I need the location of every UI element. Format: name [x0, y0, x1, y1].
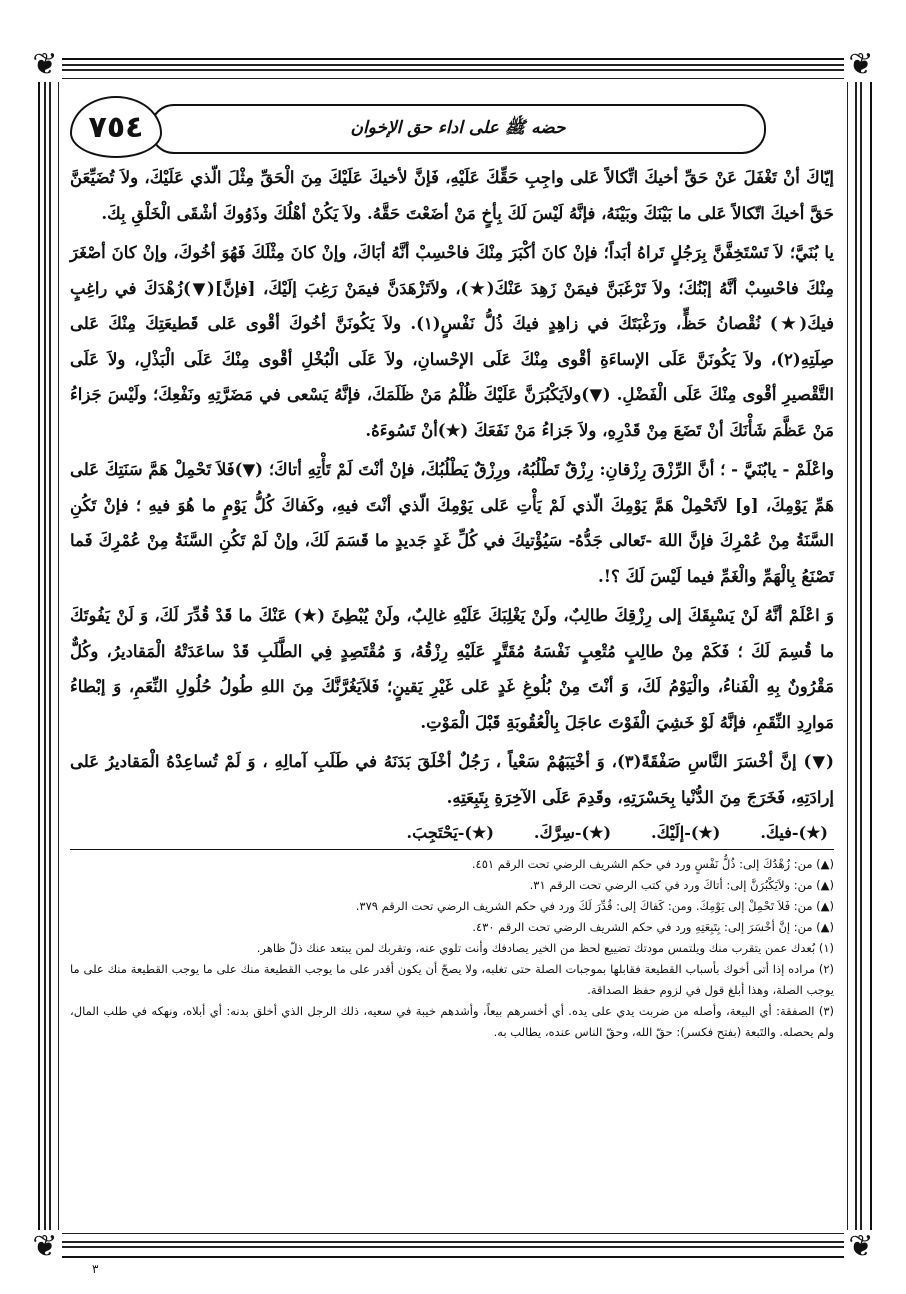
main-text [70, 160, 834, 1043]
footnote: (▲) من: إنَّ أخْسَرَ إلى: بِتَبِعَتِهِ ورد في حكم الشريف الرضي تحت الرقم ٤٣٠. [472, 920, 834, 934]
footnote: (▲) من: زُهْدُكَ إلى: ذُلُّ نَفْسٍ ورد في حكم الشريف الرضي تحت الرقم ٤٥١. [471, 857, 834, 871]
paragraph-text: إيّاكَ أنْ تَغْفَلَ عَنْ حَقِّ أخيكَ اتِّكالاً عَلى واجِبِ حَقِّكَ عَلَيْهِ، فَإنَّ لأخيكَ عَلَيْكَ مِنَ الْحَقِّ مِثْلَ الّذي عَلَيْكَ، ولاَ تُضَيِّعَنَّ حَقَّ أخيكَ اتّكالاً عَلى ما بَيْنَكَ وبَيْنَهُ، فإنَّهُ لَيْسَ لَكَ بِأخٍ مَنْ أضَعْتَ حَقَّهُ. ولاَ يَكُنْ أهْلُكَ وذَوُوكَ أشْقَى الْخَلْقِ بِكَ. [70, 168, 834, 223]
footnotes [70, 854, 834, 1043]
paragraph-text: يا بُنَيَّ؛ لاَ تَسْتَخِفَّنَّ بِرَجُلٍ تَراهُ أبَداً؛ فإنْ كانَ أكْبَرَ مِنْكَ فاحْسِبْ أنَّهُ أبَاكَ، وإنْ كانَ مِثْلَكَ فَهُوَ أخُوكَ، وإنْ كانَ أصْغَرَ مِنْكَ فاحْسِبْ أنَّهُ إبْنُكَ؛ ولاَ تَرْغَبَنَّ فيمَنْ زَهِدَ عَنْكَ(★)، ولاَتَزْهَدَنَّ فيمَنْ رَغِبَ إلَيْكَ، [فإنَّ](▼)زُهْدَكَ في راغِبٍ فيكَ(★) نُقْصانُ حَظٍّ، ورَغْبَتَكَ في زاهِدٍ فيكَ ذُلُّ نَفْسٍ(١). ولاَ يَكُونَنَّ أخُوكَ أقْوى عَلى قَطيعَتِكَ مِنْكَ عَلى صِلَتِهِ(٢)، ولاَ يَكُونَنَّ عَلَى الإساءَةِ أقْوى مِنْكَ عَلَى الإحْسانِ، ولاَ عَلَى الْبُخْلِ أقْوى مِنْكَ عَلَى الْبَذْلِ، ولاَ عَلَى التَّقْصيرِ أقْوى مِنْكَ عَلَى الْفَضْلِ. (▼)ولاَيَكْبُرَنَّ عَلَيْكَ ظُلْمُ مَنْ ظَلَمَكَ، فإنَّهُ يَسْعى في مَضَرَّتِهِ ونَفْعِكَ؛ ولَيْسَ جَزاءُ مَنْ عَظَّمَ شَأْنَكَ أنْ تَضَعَ مِنْ قَدْرِهِ، ولاَ جَزاءُ مَنْ نَفَعَكَ (★)أنْ تَسُوءَهُ. [70, 243, 834, 440]
chapter-header [150, 104, 766, 154]
paragraph [70, 744, 834, 815]
footnote: (▲) من: ولاَيَكْبُرَنَّ إلى: أتاكَ ورد في كتب الرضي تحت الرقم ٣١. [529, 878, 834, 892]
corner-ornament-icon: ❦ [28, 1230, 62, 1264]
variant-reading: (★)-فيكَ. [760, 823, 828, 842]
footnote: (٢) مراده إذا أتى أخوك بأسباب القطيعة فقابلها بموجبات الصلة حتى تغلبه، ولا يصحّ أن يكون أقدر على ما يوجب القطيعة منك على ما يوجب القطيعة منك على ما يوجب الصلة، وهذا أبلغ قول في لزوم حفظ الصداقة. [70, 962, 834, 997]
paragraph-text: وَ اعْلَمْ أنَّهُ لَنْ يَسْبِقَكَ إلى رِزْقِكَ طالِبٌ، ولَنْ يَغْلِبَكَ عَلَيْهِ غالِبٌ، ولَنْ يُبْطِئَ (★) عَنْكَ ما قَدْ قُدِّرَ لَكَ، وَ لَنْ يَفُوتَكَ ما قُسِمَ لَكَ ؛ فَكَمْ مِنْ طالِبٍ مُتْعِبٍ نَفْسَهُ مُقَتَّرٍ عَلَيْهِ رِزْقُهُ، وَ مُقْتَصِدٍ فِي الطَّلَبِ قَدْ ساعَدَتْهُ الْمَقاديرُ، وكُلٌّ مَقْرُونٌ بِهِ الْفَناءُ، والْيَوْمُ لَكَ، وَ أنْتَ مِنْ بُلُوغِ غَدٍ عَلى غَيْرِ يَقينٍ؛ فَلاَيَغُرَّنَّكَ مِنَ اللهِ طُولُ حُلُولِ النِّعَمِ، وَ إبْطاءُ مَوارِدِ النِّقَمِ، فإنَّهُ لَوْ خَشِيَ الْفَوْتَ عاجَلَ بِالْعُقُوبَةِ قَبْلَ الْمَوْتِ. [70, 606, 834, 732]
chapter-title: حضه ﷺ على اداء حق الإخوان [350, 117, 566, 138]
variant-reading: (★)-إلَيْكَ. [651, 823, 721, 842]
paragraph [70, 235, 834, 448]
footnote: (▲) من: فَلاَ تَحْمِلْ إلى يَوْمِكَ. ومن: كَفاكَ إلى: قُدِّرَ لَكَ ورد في حكم الشريف الرضي تحت الرقم ٣٧٩. [355, 899, 834, 913]
corner-ornament-icon: ❦ [844, 1230, 878, 1264]
footer-mark: ٣ [92, 1262, 99, 1276]
variant-reading: (★)-سِرَّكَ. [533, 823, 612, 842]
variant-readings [70, 819, 834, 847]
paragraph-text: (▼) إنَّ أخْسَرَ النَّاسِ صَفْقَةً(٣)، وَ أخْيَبَهُمْ سَعْياً ، رَجُلٌ أخْلَقَ بَدَنَهُ في طَلَبِ آمالِهِ ، وَ لَمْ تُساعِدْهُ الْمَقاديرُ عَلى إرادَتِهِ، فَخَرَجَ مِنَ الدُّنْيا بِحَسْرَتِهِ، وقَدِمَ عَلَى الآخِرَةِ بِتَبِعَتِهِ. [70, 752, 834, 807]
paragraph [70, 452, 834, 594]
corner-ornament-icon: ❦ [28, 48, 62, 82]
page-number: ٧٥٤ [70, 96, 162, 158]
footnote: (١) بُعدك عمن يتقرب منك ويلتمس مودتك تضييع لحظ من الخير يصادفك وأنت تلوي عنه، وتقربك لمن يبتعد عنك ذلّ ظاهر. [256, 941, 834, 955]
paragraph [70, 160, 834, 231]
footnote-divider [70, 849, 834, 850]
paragraph-text: واعْلَمْ - يابُنَيَّ - ؛ أنَّ الرِّزْقَ رِزْقانِ: رِزْقٌ تَطْلُبُهُ، ورِزْقٌ يَطْلُبُكَ، فإنْ أنْتَ لَمْ تَأْتِهِ أتاكَ؛ (▼)فَلاَ تَحْمِلْ هَمَّ سَنَتِكَ عَلى هَمِّ يَوْمِكَ، [و] لاَتَحْمِلْ هَمَّ يَوْمِكَ الّذي لَمْ يَأْتِ عَلى يَوْمِكَ الّذي أنْتَ فيهِ، وكَفاكَ كُلُّ يَوْمٍ ما هُوَ فيهِ ؛ فإنْ تَكُنِ السَّنَةُ مِنْ عُمْرِكَ فإنَّ اللهَ -تَعالى جَدُّهُ- سَيُؤْتيكَ في كُلِّ غَدٍ جَديدٍ ما قَسَمَ لَكَ، وإنْ لَمْ تَكُنِ السَّنَةُ مِنْ عُمْرِكَ فَما تَصْنَعُ بِالْهَمِّ والْغَمِّ فيما لَيْسَ لَكَ ؟!. [70, 460, 834, 586]
corner-ornament-icon: ❦ [844, 48, 878, 82]
footnote: (٣) الصفقة: أي البيعة، وأصله من ضربت يدي على يده. أي أخسرهم بيعاً، وأشدهم خيبة في سعيه، ذلك الرجل الذي أخلق بدنه: أي أبلاه، ونهكه في طلب المال، ولم يحصله. والتَبعة (بفتح فكسر): حقّ الله، وحقّ الناس عنده، يطالب به. [70, 1004, 834, 1039]
variant-reading: (★)-يَحْتَجِبَ. [406, 823, 494, 842]
paragraph [70, 598, 834, 740]
